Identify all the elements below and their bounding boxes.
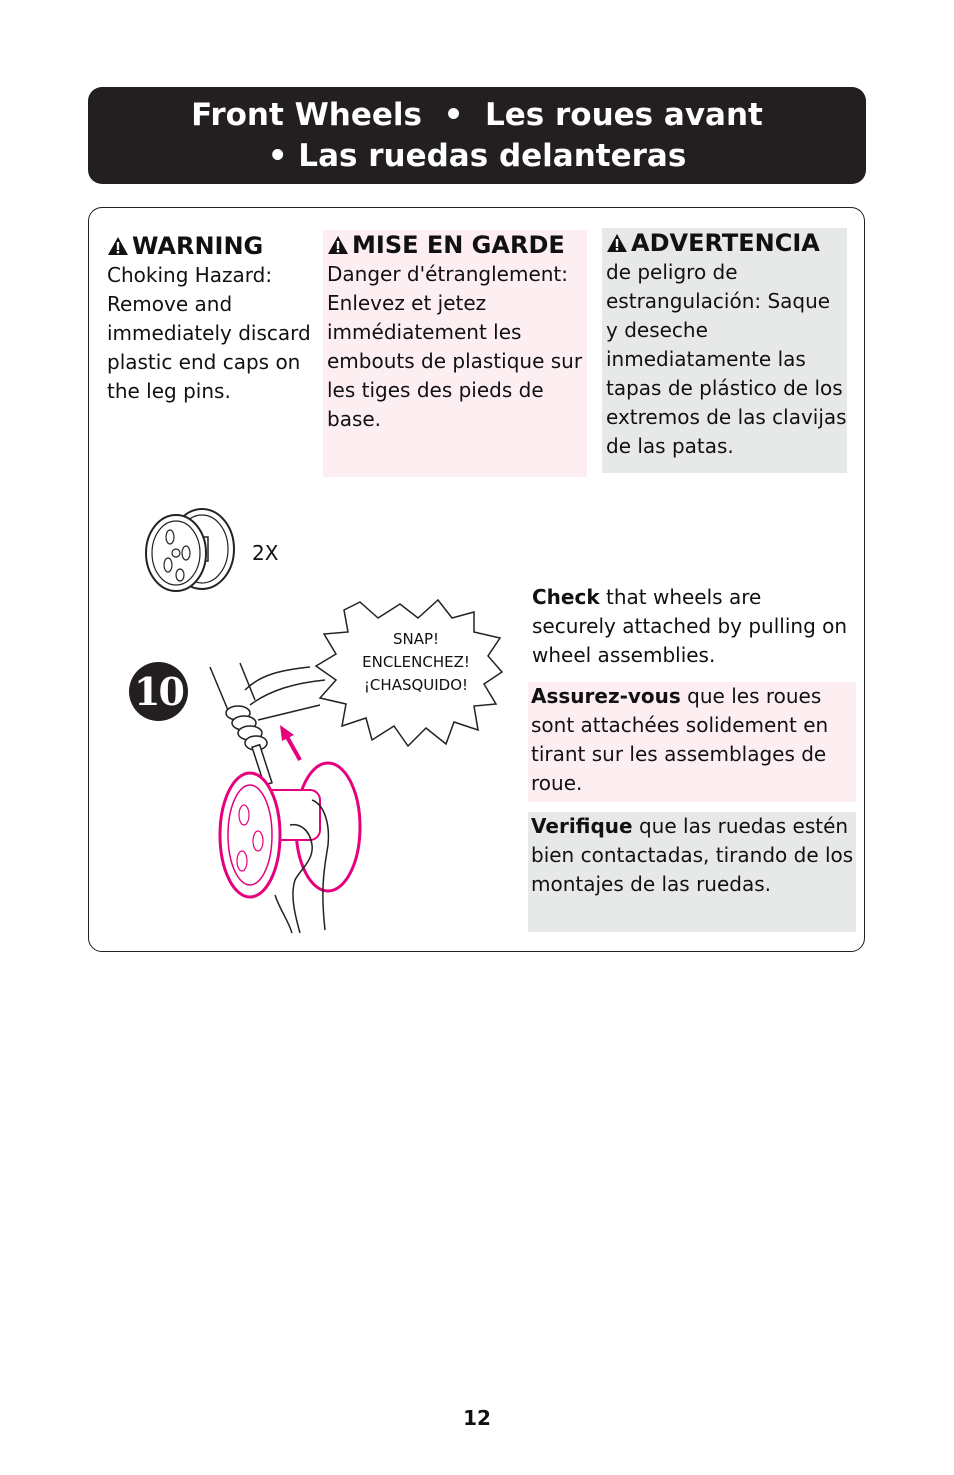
instruction-lead-es: Verifique bbox=[531, 814, 633, 838]
instruction-spanish bbox=[528, 812, 856, 932]
warning-triangle-icon bbox=[327, 235, 349, 255]
instruction-text-fr: que les roues sont attachées solidement en tirant sur les assemblages de roue. bbox=[531, 684, 829, 795]
warning-triangle-icon bbox=[107, 236, 129, 256]
snap-callout: SNAP! ENCLENCHEZ! ¡CHASQUIDO! bbox=[362, 630, 470, 694]
instruction-english bbox=[529, 583, 849, 670]
part-quantity: 2X bbox=[252, 541, 279, 565]
warning-heading-es: ADVERTENCIA bbox=[606, 228, 847, 258]
warning-triangle-icon bbox=[606, 233, 628, 253]
warning-heading-fr: MISE EN GARDE bbox=[327, 230, 587, 260]
page-title bbox=[88, 87, 866, 184]
warning-french bbox=[323, 230, 587, 477]
page-number: 12 bbox=[463, 1406, 491, 1430]
title-line-1: Front Wheels • Les roues avant bbox=[191, 96, 763, 133]
warning-spanish bbox=[602, 228, 847, 473]
wheel-assembly-illustration bbox=[200, 655, 375, 935]
instruction-lead-en: Check bbox=[532, 585, 600, 609]
warning-text-es: de peligro de estrangulación: Saque y deseche inmediatamente las tapas de plástico de los extremos de las clavijas de las patas. bbox=[606, 260, 847, 458]
warning-heading-en: WARNING bbox=[107, 231, 317, 261]
step-number: 10 bbox=[129, 662, 188, 721]
instruction-text-en: that wheels are securely attached by pulling on wheel assemblies. bbox=[532, 585, 848, 667]
warning-english bbox=[107, 231, 317, 406]
warning-text-fr: Danger d'étranglement: Enlevez et jetez immédiatement les embouts de plastique sur les tiges des pieds de base. bbox=[327, 262, 583, 431]
wheel-icon bbox=[140, 503, 240, 598]
title-line-2: • Las ruedas delanteras bbox=[267, 137, 687, 174]
instruction-french bbox=[528, 682, 856, 802]
warning-text-en: Choking Hazard: Remove and immediately discard plastic end caps on the leg pins. bbox=[107, 263, 311, 403]
instruction-text-es: que las ruedas estén bien contactadas, tirando de los montajes de las ruedas. bbox=[531, 814, 854, 896]
instruction-lead-fr: Assurez-vous bbox=[531, 684, 681, 708]
